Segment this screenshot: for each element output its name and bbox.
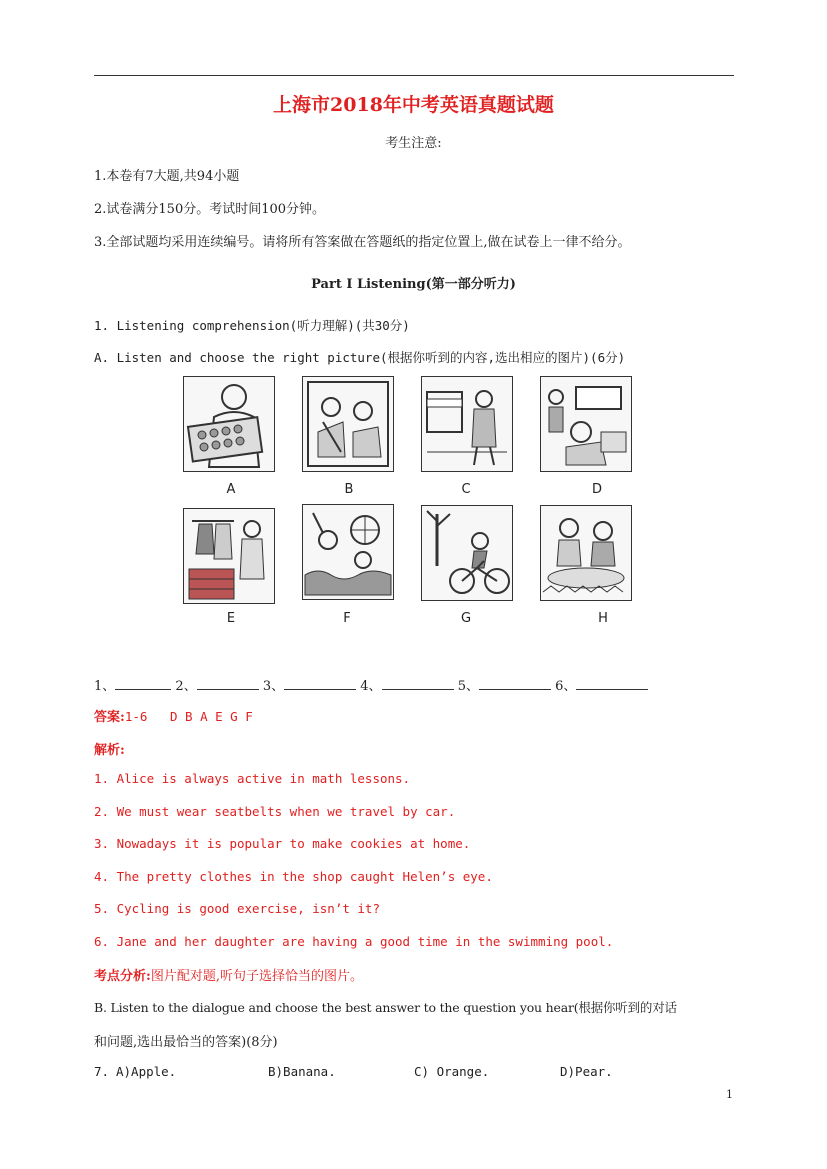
analysis-item-4: 4. The pretty clothes in the shop caught Helen’s eye. [94,869,493,884]
picture-h-label: H [598,611,608,626]
question-7-option-b[interactable]: B)Banana. [268,1064,336,1079]
bicycle-icon [422,506,512,600]
classroom-icon [541,377,631,471]
section-b-heading-line-1: B. Listen to the dialogue and choose the best answer to the question you hear(根据你听到的对话 [94,1000,677,1015]
picture-h [540,505,632,601]
blank-2[interactable] [197,677,259,690]
blank-1-label: 1、 [94,679,116,694]
blank-6-label: 6、 [555,679,577,694]
picture-c-label: C [461,482,471,497]
answer-label: 答案: [94,710,125,725]
answer-text: 1-6 D B A E G F [124,709,253,724]
question-7-option-c[interactable]: C) Orange. [414,1064,490,1079]
clothes-shop-icon [184,509,274,603]
blank-3-label: 3、 [262,679,285,694]
picture-e-label: E [226,611,236,626]
picture-b-label: B [344,482,354,497]
picture-d [540,376,632,472]
notice-1: 1.本卷有7大题,共94小题 [94,169,240,184]
section-b-heading-line-2: 和问题,选出最恰当的答案)(8分) [94,1035,278,1050]
analysis-item-6: 6. Jane and her daughter are having a good time in the swimming pool. [94,934,614,949]
answer-blanks [94,675,648,694]
blank-4-label: 4、 [360,679,382,694]
question-7 [94,1064,734,1079]
picture-a-label: A [226,482,236,497]
analysis-item-3: 3. Nowadays it is popular to make cookies at home. [94,836,471,851]
keypoint-line [94,965,363,984]
analysis-label: 解析: [94,743,125,758]
notice-3: 3.全部试题均采用连续编号。请将所有答案做在答题纸的指定位置上,做在试卷上一律不给分。 [94,235,631,250]
top-rule [94,75,734,76]
picture-a [183,376,275,472]
blank-4[interactable] [382,677,454,690]
picnic-icon [541,506,631,600]
blank-5[interactable] [479,677,551,690]
picture-c [421,376,513,472]
section-a-heading: A. Listen and choose the right picture(根据你听到的内容,选出相应的图片)(6分) [94,350,626,365]
answer-line [94,706,253,725]
picture-d-label: D [591,482,602,497]
blank-6[interactable] [576,677,648,690]
blank-1[interactable] [115,677,171,690]
picture-f-label: F [343,611,351,626]
baking-tray-icon [184,377,274,471]
analysis-item-2: 2. We must wear seatbelts when we travel by car. [94,804,456,819]
swimming-pool-icon [303,505,393,599]
question-7-option-d[interactable]: D)Pear. [560,1064,613,1079]
picture-f [302,504,394,600]
picture-g [421,505,513,601]
car-seatbelt-icon [303,377,393,471]
page-number: 1 [726,1088,733,1101]
picture-e [183,508,275,604]
notice-2: 2.试卷满分150分。考试时间100分钟。 [94,202,326,217]
question-7-option-a[interactable]: A)Apple. [116,1064,177,1079]
analysis-item-5: 5. Cycling is good exercise, isn’t it? [94,901,380,916]
part-heading: Part I Listening(第一部分听力) [311,277,516,292]
question-7-number: 7. [94,1064,110,1079]
picture-g-label: G [460,611,472,626]
section-1-heading: 1. Listening comprehension(听力理解)(共30分) [94,318,410,333]
blank-2-label: 2、 [175,679,197,694]
page-title: 上海市2018年中考英语真题试题 [273,94,554,116]
blank-5-label: 5、 [457,679,479,694]
notice-heading: 考生注意: [385,136,442,151]
analysis-item-1: 1. Alice is always active in math lessons. [94,771,411,786]
picture-b [302,376,394,472]
blank-3[interactable] [284,677,356,690]
keypoint-text: 图片配对题,听句子选择恰当的图片。 [150,969,363,984]
cycling-shop-icon [422,377,512,471]
keypoint-label: 考点分析: [94,969,151,984]
